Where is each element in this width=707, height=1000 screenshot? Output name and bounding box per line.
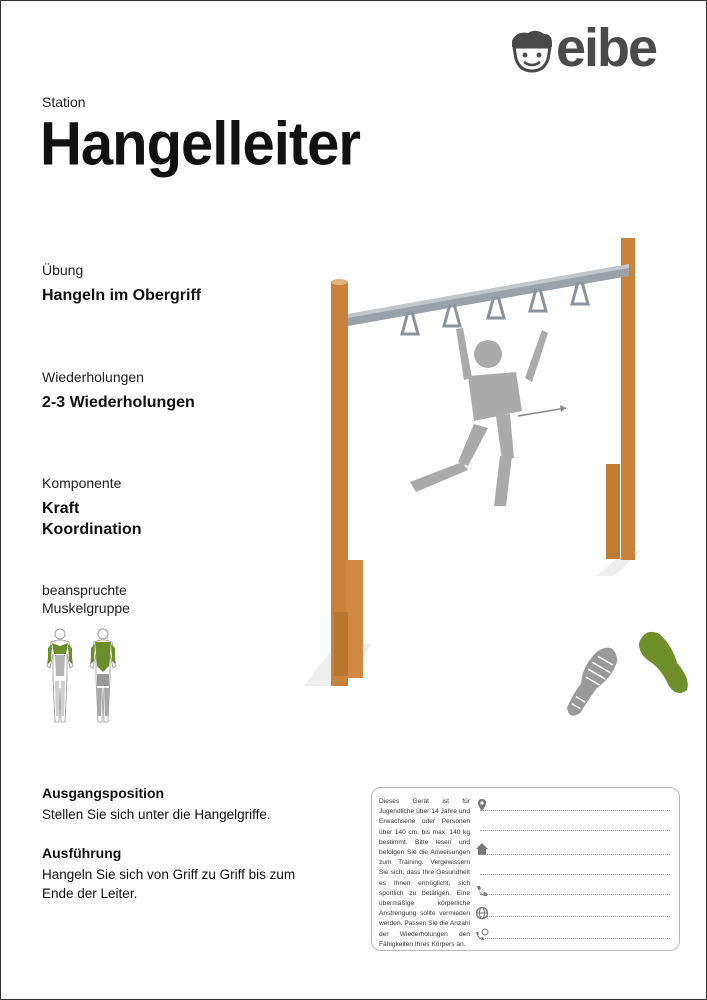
emergency-field [480, 938, 670, 939]
back-body-figure [90, 629, 116, 722]
emergency-call-icon [475, 928, 489, 942]
address-field [480, 854, 670, 855]
footprints-illustration [546, 621, 706, 741]
component-label: Komponente [42, 475, 122, 491]
component-value-strength: Kraft [42, 500, 80, 517]
start-position-heading: Ausgangsposition [42, 785, 165, 801]
website-field [480, 916, 670, 917]
station-label: Station [42, 94, 86, 110]
globe-icon [475, 906, 489, 920]
component-value-coordination: Koordination [42, 521, 142, 538]
muscle-label-line1: beanspruchte [42, 582, 127, 598]
bare-footprint-icon [634, 626, 697, 699]
logo-wordmark: eibe [556, 18, 657, 78]
exercise-value: Hangeln im Obergriff [42, 287, 202, 304]
safety-info-text: Dieses Gerät ist für Jugendliche über 14 Jahre und Erwachsene oder Personen über 140 cm, bis max. 140 kg bestimmt. Bitte lesen und befolgen Sie die Anweisungen zum Training. Vergewissern Sie sich, dass Ihre Gesundheit es Ihnen ermöglicht, sich sportlich zu betätigen. Eine übermäßige körperliche Anstrengung sollte vermieden werden. Passen Sie die Anzahl der Wiederholungen den Fähigkeiten Ihres Körpers an. [379, 798, 470, 948]
climbing-figure [410, 328, 548, 506]
blank-field-2 [480, 874, 670, 875]
front-body-figure [47, 629, 73, 722]
station-title: Hangelleiter [40, 110, 360, 179]
phone-icon [475, 884, 489, 898]
smiley-face-icon [506, 25, 558, 77]
phone-field [480, 894, 670, 895]
left-short-post [346, 560, 363, 678]
right-short-post [606, 464, 620, 559]
muscle-group-illustration [39, 626, 124, 726]
location-field [480, 810, 670, 811]
repetitions-value: 2-3 Wiederholungen [42, 394, 195, 411]
execution-text-line2: Ende der Leiter. [42, 886, 138, 901]
repetitions-label: Wiederholungen [42, 369, 144, 385]
right-wooden-post [621, 238, 635, 560]
start-position-text: Stellen Sie sich unter die Hangelgriffe. [42, 807, 271, 822]
muscle-label-line2: Muskelgruppe [42, 600, 130, 616]
execution-text-line1: Hangeln Sie sich von Griff zu Griff bis zum [42, 867, 296, 882]
execution-heading: Ausführung [42, 845, 122, 861]
exercise-label: Übung [42, 262, 84, 278]
eibe-logo [506, 18, 686, 79]
blank-field-1 [480, 830, 670, 831]
safety-info-box [371, 787, 680, 951]
shoe-print-icon [561, 642, 622, 723]
